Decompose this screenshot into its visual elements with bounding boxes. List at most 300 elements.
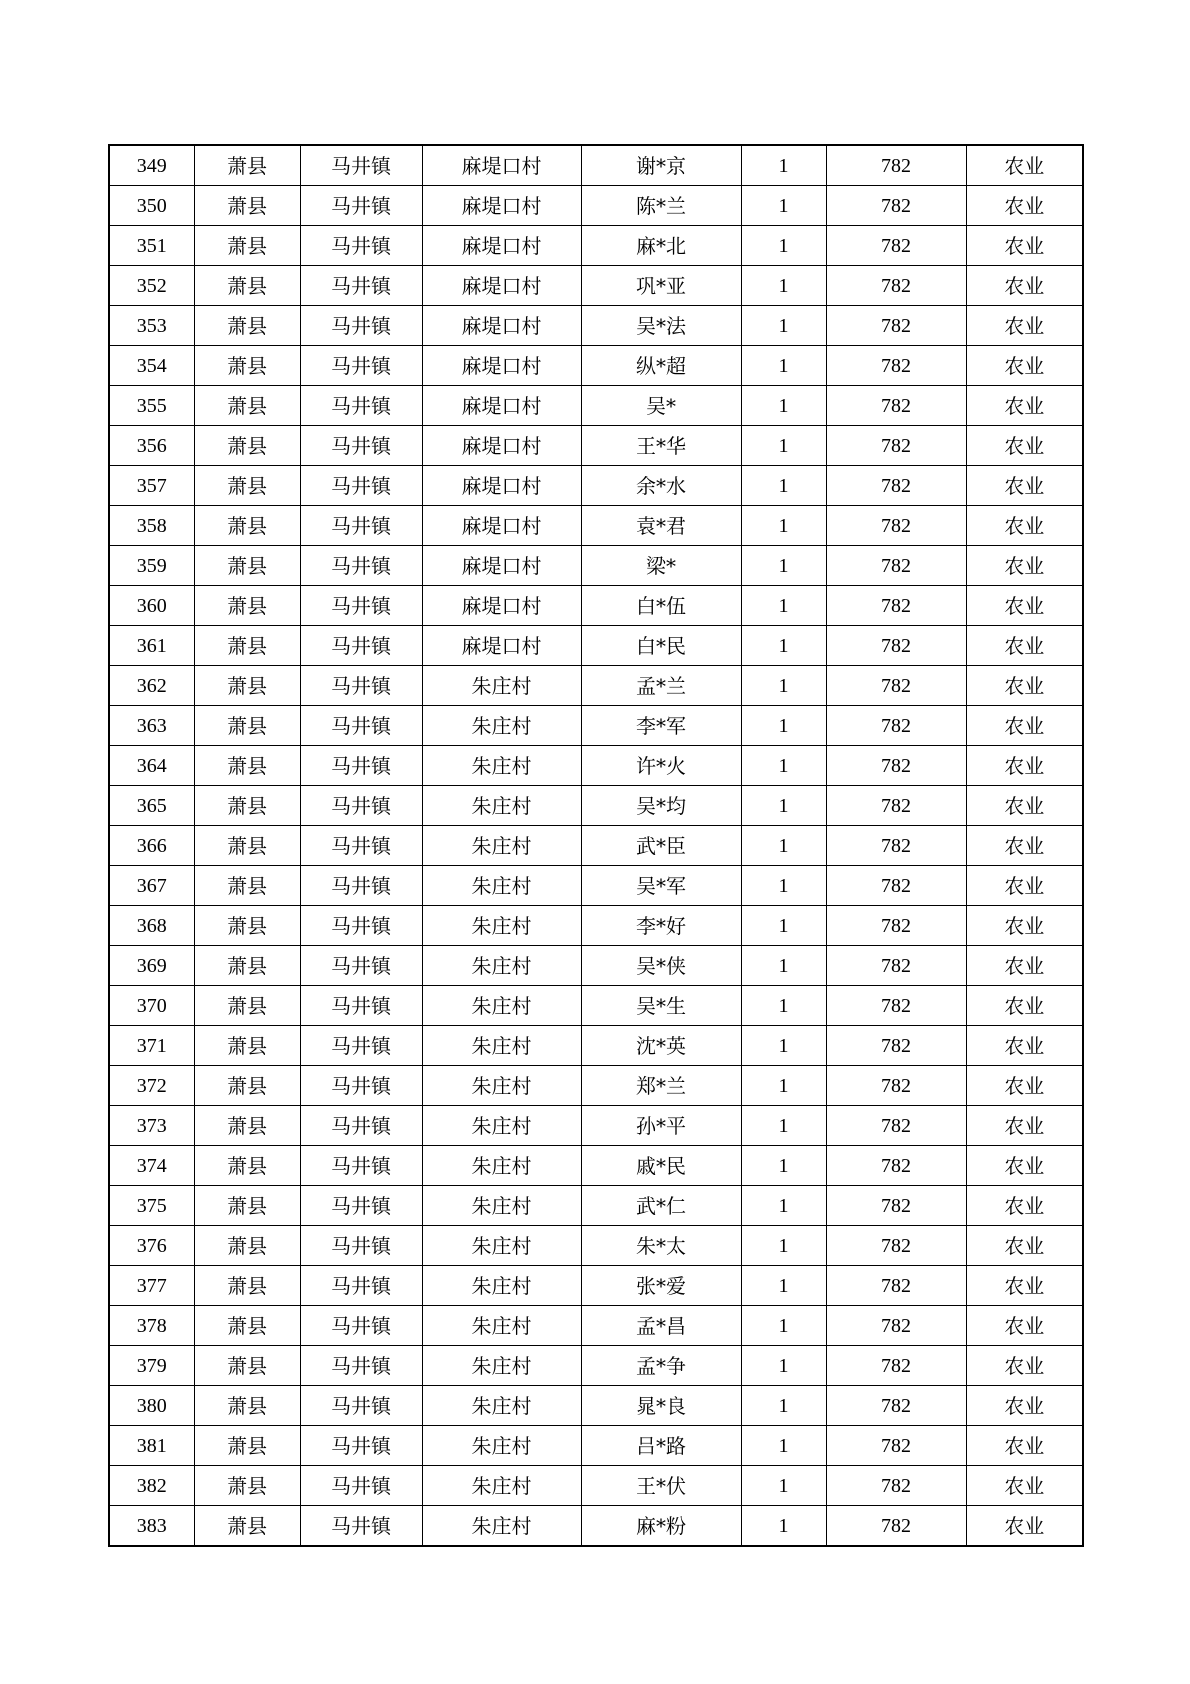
table-row — [109, 746, 1083, 786]
name-cell: 晁*良 — [581, 1386, 741, 1426]
name-cell: 纵*超 — [581, 346, 741, 386]
table-row — [109, 386, 1083, 426]
village-cell: 麻堤口村 — [422, 506, 581, 546]
county-cell: 萧县 — [194, 826, 300, 866]
serial-cell: 367 — [109, 866, 194, 906]
village-cell: 朱庄村 — [422, 1186, 581, 1226]
county-cell: 萧县 — [194, 786, 300, 826]
table-row — [109, 706, 1083, 746]
serial-cell: 352 — [109, 266, 194, 306]
county-cell: 萧县 — [194, 1386, 300, 1426]
amount-cell: 782 — [826, 1466, 966, 1506]
table-row — [109, 546, 1083, 586]
category-cell: 农业 — [966, 1346, 1083, 1386]
village-cell: 麻堤口村 — [422, 346, 581, 386]
name-cell: 郑*兰 — [581, 1066, 741, 1106]
village-cell: 麻堤口村 — [422, 546, 581, 586]
category-cell: 农业 — [966, 346, 1083, 386]
county-cell: 萧县 — [194, 586, 300, 626]
amount-cell: 782 — [826, 826, 966, 866]
count-cell: 1 — [741, 1506, 826, 1547]
category-cell: 农业 — [966, 226, 1083, 266]
village-cell: 朱庄村 — [422, 1226, 581, 1266]
village-cell: 朱庄村 — [422, 1466, 581, 1506]
table-row — [109, 266, 1083, 306]
serial-cell: 351 — [109, 226, 194, 266]
amount-cell: 782 — [826, 466, 966, 506]
village-cell: 朱庄村 — [422, 1346, 581, 1386]
category-cell: 农业 — [966, 306, 1083, 346]
table-row — [109, 1506, 1083, 1547]
name-cell: 余*水 — [581, 466, 741, 506]
serial-cell: 369 — [109, 946, 194, 986]
count-cell: 1 — [741, 506, 826, 546]
amount-cell: 782 — [826, 1426, 966, 1466]
county-cell: 萧县 — [194, 186, 300, 226]
serial-cell: 381 — [109, 1426, 194, 1466]
count-cell: 1 — [741, 1266, 826, 1306]
category-cell: 农业 — [966, 1386, 1083, 1426]
category-cell: 农业 — [966, 1146, 1083, 1186]
serial-cell: 350 — [109, 186, 194, 226]
count-cell: 1 — [741, 626, 826, 666]
name-cell: 李*军 — [581, 706, 741, 746]
category-cell: 农业 — [966, 906, 1083, 946]
count-cell: 1 — [741, 1146, 826, 1186]
amount-cell: 782 — [826, 426, 966, 466]
county-cell: 萧县 — [194, 1186, 300, 1226]
name-cell: 孟*争 — [581, 1346, 741, 1386]
table-row — [109, 1186, 1083, 1226]
serial-cell: 375 — [109, 1186, 194, 1226]
town-cell: 马井镇 — [300, 1346, 422, 1386]
name-cell: 孙*平 — [581, 1106, 741, 1146]
amount-cell: 782 — [826, 1106, 966, 1146]
category-cell: 农业 — [966, 1226, 1083, 1266]
village-cell: 朱庄村 — [422, 1266, 581, 1306]
count-cell: 1 — [741, 1106, 826, 1146]
village-cell: 麻堤口村 — [422, 586, 581, 626]
county-cell: 萧县 — [194, 266, 300, 306]
village-cell: 朱庄村 — [422, 866, 581, 906]
count-cell: 1 — [741, 426, 826, 466]
county-cell: 萧县 — [194, 626, 300, 666]
category-cell: 农业 — [966, 266, 1083, 306]
town-cell: 马井镇 — [300, 1146, 422, 1186]
amount-cell: 782 — [826, 306, 966, 346]
county-cell: 萧县 — [194, 1426, 300, 1466]
name-cell: 白*伍 — [581, 586, 741, 626]
town-cell: 马井镇 — [300, 1386, 422, 1426]
village-cell: 朱庄村 — [422, 706, 581, 746]
amount-cell: 782 — [826, 266, 966, 306]
name-cell: 梁* — [581, 546, 741, 586]
name-cell: 王*伏 — [581, 1466, 741, 1506]
table-row — [109, 1146, 1083, 1186]
table-row — [109, 466, 1083, 506]
name-cell: 谢*京 — [581, 145, 741, 186]
town-cell: 马井镇 — [300, 186, 422, 226]
village-cell: 朱庄村 — [422, 1306, 581, 1346]
village-cell: 朱庄村 — [422, 1506, 581, 1547]
village-cell: 朱庄村 — [422, 1386, 581, 1426]
count-cell: 1 — [741, 1426, 826, 1466]
county-cell: 萧县 — [194, 346, 300, 386]
name-cell: 吴*法 — [581, 306, 741, 346]
amount-cell: 782 — [826, 186, 966, 226]
serial-cell: 363 — [109, 706, 194, 746]
name-cell: 王*华 — [581, 426, 741, 466]
category-cell: 农业 — [966, 1066, 1083, 1106]
village-cell: 朱庄村 — [422, 906, 581, 946]
table-row — [109, 346, 1083, 386]
serial-cell: 360 — [109, 586, 194, 626]
name-cell: 吴*军 — [581, 866, 741, 906]
name-cell: 李*好 — [581, 906, 741, 946]
serial-cell: 361 — [109, 626, 194, 666]
category-cell: 农业 — [966, 1466, 1083, 1506]
serial-cell: 383 — [109, 1506, 194, 1547]
amount-cell: 782 — [826, 1226, 966, 1266]
amount-cell: 782 — [826, 786, 966, 826]
count-cell: 1 — [741, 266, 826, 306]
amount-cell: 782 — [826, 1266, 966, 1306]
count-cell: 1 — [741, 706, 826, 746]
serial-cell: 382 — [109, 1466, 194, 1506]
category-cell: 农业 — [966, 826, 1083, 866]
table-row — [109, 1066, 1083, 1106]
name-cell: 巩*亚 — [581, 266, 741, 306]
count-cell: 1 — [741, 1386, 826, 1426]
county-cell: 萧县 — [194, 746, 300, 786]
amount-cell: 782 — [826, 1186, 966, 1226]
category-cell: 农业 — [966, 186, 1083, 226]
town-cell: 马井镇 — [300, 826, 422, 866]
serial-cell: 364 — [109, 746, 194, 786]
serial-cell: 349 — [109, 145, 194, 186]
county-cell: 萧县 — [194, 1466, 300, 1506]
county-cell: 萧县 — [194, 306, 300, 346]
town-cell: 马井镇 — [300, 626, 422, 666]
category-cell: 农业 — [966, 1306, 1083, 1346]
name-cell: 袁*君 — [581, 506, 741, 546]
category-cell: 农业 — [966, 1026, 1083, 1066]
town-cell: 马井镇 — [300, 706, 422, 746]
amount-cell: 782 — [826, 1066, 966, 1106]
village-cell: 朱庄村 — [422, 1426, 581, 1466]
table-row — [109, 986, 1083, 1026]
name-cell: 吴* — [581, 386, 741, 426]
count-cell: 1 — [741, 826, 826, 866]
count-cell: 1 — [741, 386, 826, 426]
county-cell: 萧县 — [194, 1506, 300, 1547]
county-cell: 萧县 — [194, 906, 300, 946]
serial-cell: 379 — [109, 1346, 194, 1386]
count-cell: 1 — [741, 906, 826, 946]
county-cell: 萧县 — [194, 1026, 300, 1066]
town-cell: 马井镇 — [300, 466, 422, 506]
county-cell: 萧县 — [194, 986, 300, 1026]
count-cell: 1 — [741, 986, 826, 1026]
village-cell: 朱庄村 — [422, 1146, 581, 1186]
category-cell: 农业 — [966, 666, 1083, 706]
count-cell: 1 — [741, 1466, 826, 1506]
amount-cell: 782 — [826, 866, 966, 906]
amount-cell: 782 — [826, 706, 966, 746]
county-cell: 萧县 — [194, 1066, 300, 1106]
name-cell: 麻*粉 — [581, 1506, 741, 1547]
village-cell: 朱庄村 — [422, 946, 581, 986]
table-row — [109, 1266, 1083, 1306]
serial-cell: 366 — [109, 826, 194, 866]
amount-cell: 782 — [826, 1026, 966, 1066]
county-cell: 萧县 — [194, 1226, 300, 1266]
amount-cell: 782 — [826, 586, 966, 626]
count-cell: 1 — [741, 1346, 826, 1386]
village-cell: 麻堤口村 — [422, 306, 581, 346]
town-cell: 马井镇 — [300, 1266, 422, 1306]
table-row — [109, 1226, 1083, 1266]
name-cell: 吴*侠 — [581, 946, 741, 986]
name-cell: 麻*北 — [581, 226, 741, 266]
serial-cell: 359 — [109, 546, 194, 586]
town-cell: 马井镇 — [300, 145, 422, 186]
town-cell: 马井镇 — [300, 866, 422, 906]
table-row — [109, 306, 1083, 346]
count-cell: 1 — [741, 786, 826, 826]
county-cell: 萧县 — [194, 386, 300, 426]
county-cell: 萧县 — [194, 946, 300, 986]
serial-cell: 380 — [109, 1386, 194, 1426]
table-row — [109, 426, 1083, 466]
amount-cell: 782 — [826, 346, 966, 386]
table-row — [109, 1426, 1083, 1466]
serial-cell: 362 — [109, 666, 194, 706]
category-cell: 农业 — [966, 145, 1083, 186]
name-cell: 吴*均 — [581, 786, 741, 826]
town-cell: 马井镇 — [300, 906, 422, 946]
category-cell: 农业 — [966, 426, 1083, 466]
village-cell: 麻堤口村 — [422, 386, 581, 426]
village-cell: 朱庄村 — [422, 786, 581, 826]
category-cell: 农业 — [966, 506, 1083, 546]
category-cell: 农业 — [966, 866, 1083, 906]
name-cell: 戚*民 — [581, 1146, 741, 1186]
count-cell: 1 — [741, 145, 826, 186]
name-cell: 许*火 — [581, 746, 741, 786]
category-cell: 农业 — [966, 1506, 1083, 1547]
village-cell: 麻堤口村 — [422, 466, 581, 506]
serial-cell: 376 — [109, 1226, 194, 1266]
town-cell: 马井镇 — [300, 946, 422, 986]
count-cell: 1 — [741, 1066, 826, 1106]
serial-cell: 378 — [109, 1306, 194, 1346]
town-cell: 马井镇 — [300, 346, 422, 386]
town-cell: 马井镇 — [300, 1226, 422, 1266]
name-cell: 吕*路 — [581, 1426, 741, 1466]
amount-cell: 782 — [826, 1346, 966, 1386]
count-cell: 1 — [741, 586, 826, 626]
name-cell: 吴*生 — [581, 986, 741, 1026]
category-cell: 农业 — [966, 626, 1083, 666]
category-cell: 农业 — [966, 746, 1083, 786]
count-cell: 1 — [741, 1226, 826, 1266]
county-cell: 萧县 — [194, 145, 300, 186]
table-row — [109, 586, 1083, 626]
table-row — [109, 906, 1083, 946]
count-cell: 1 — [741, 1306, 826, 1346]
serial-cell: 355 — [109, 386, 194, 426]
town-cell: 马井镇 — [300, 306, 422, 346]
category-cell: 农业 — [966, 706, 1083, 746]
amount-cell: 782 — [826, 546, 966, 586]
village-cell: 朱庄村 — [422, 986, 581, 1026]
serial-cell: 365 — [109, 786, 194, 826]
table-row — [109, 866, 1083, 906]
count-cell: 1 — [741, 866, 826, 906]
serial-cell: 372 — [109, 1066, 194, 1106]
count-cell: 1 — [741, 546, 826, 586]
amount-cell: 782 — [826, 986, 966, 1026]
table-row — [109, 1466, 1083, 1506]
serial-cell: 357 — [109, 466, 194, 506]
table-row — [109, 186, 1083, 226]
village-cell: 朱庄村 — [422, 1026, 581, 1066]
serial-cell: 370 — [109, 986, 194, 1026]
amount-cell: 782 — [826, 226, 966, 266]
serial-cell: 377 — [109, 1266, 194, 1306]
table-row — [109, 145, 1083, 186]
town-cell: 马井镇 — [300, 586, 422, 626]
serial-cell: 358 — [109, 506, 194, 546]
amount-cell: 782 — [826, 1386, 966, 1426]
amount-cell: 782 — [826, 626, 966, 666]
document-page — [108, 144, 1082, 1547]
county-cell: 萧县 — [194, 706, 300, 746]
village-cell: 麻堤口村 — [422, 186, 581, 226]
name-cell: 孟*兰 — [581, 666, 741, 706]
town-cell: 马井镇 — [300, 506, 422, 546]
town-cell: 马井镇 — [300, 266, 422, 306]
serial-cell: 354 — [109, 346, 194, 386]
county-cell: 萧县 — [194, 866, 300, 906]
count-cell: 1 — [741, 226, 826, 266]
county-cell: 萧县 — [194, 506, 300, 546]
name-cell: 张*爱 — [581, 1266, 741, 1306]
village-cell: 麻堤口村 — [422, 626, 581, 666]
table-row — [109, 1306, 1083, 1346]
amount-cell: 782 — [826, 386, 966, 426]
count-cell: 1 — [741, 746, 826, 786]
county-cell: 萧县 — [194, 226, 300, 266]
county-cell: 萧县 — [194, 466, 300, 506]
town-cell: 马井镇 — [300, 546, 422, 586]
table-body — [109, 145, 1083, 1546]
category-cell: 农业 — [966, 586, 1083, 626]
name-cell: 武*臣 — [581, 826, 741, 866]
town-cell: 马井镇 — [300, 1466, 422, 1506]
table-row — [109, 946, 1083, 986]
village-cell: 麻堤口村 — [422, 226, 581, 266]
town-cell: 马井镇 — [300, 1026, 422, 1066]
town-cell: 马井镇 — [300, 666, 422, 706]
town-cell: 马井镇 — [300, 786, 422, 826]
table-row — [109, 626, 1083, 666]
serial-cell: 373 — [109, 1106, 194, 1146]
name-cell: 武*仁 — [581, 1186, 741, 1226]
category-cell: 农业 — [966, 1186, 1083, 1226]
table-row — [109, 1346, 1083, 1386]
serial-cell: 353 — [109, 306, 194, 346]
town-cell: 马井镇 — [300, 1106, 422, 1146]
table-row — [109, 826, 1083, 866]
town-cell: 马井镇 — [300, 1306, 422, 1346]
town-cell: 马井镇 — [300, 1426, 422, 1466]
category-cell: 农业 — [966, 466, 1083, 506]
village-cell: 朱庄村 — [422, 1106, 581, 1146]
county-cell: 萧县 — [194, 1346, 300, 1386]
village-cell: 麻堤口村 — [422, 426, 581, 466]
category-cell: 农业 — [966, 1106, 1083, 1146]
count-cell: 1 — [741, 1186, 826, 1226]
village-cell: 麻堤口村 — [422, 145, 581, 186]
town-cell: 马井镇 — [300, 746, 422, 786]
village-cell: 朱庄村 — [422, 666, 581, 706]
county-cell: 萧县 — [194, 1266, 300, 1306]
town-cell: 马井镇 — [300, 986, 422, 1026]
serial-cell: 356 — [109, 426, 194, 466]
category-cell: 农业 — [966, 786, 1083, 826]
county-cell: 萧县 — [194, 546, 300, 586]
amount-cell: 782 — [826, 145, 966, 186]
amount-cell: 782 — [826, 906, 966, 946]
village-cell: 麻堤口村 — [422, 266, 581, 306]
town-cell: 马井镇 — [300, 1506, 422, 1547]
count-cell: 1 — [741, 946, 826, 986]
category-cell: 农业 — [966, 946, 1083, 986]
amount-cell: 782 — [826, 946, 966, 986]
village-cell: 朱庄村 — [422, 826, 581, 866]
county-cell: 萧县 — [194, 1146, 300, 1186]
county-cell: 萧县 — [194, 426, 300, 466]
category-cell: 农业 — [966, 1426, 1083, 1466]
count-cell: 1 — [741, 306, 826, 346]
amount-cell: 782 — [826, 666, 966, 706]
town-cell: 马井镇 — [300, 226, 422, 266]
count-cell: 1 — [741, 666, 826, 706]
town-cell: 马井镇 — [300, 386, 422, 426]
category-cell: 农业 — [966, 986, 1083, 1026]
town-cell: 马井镇 — [300, 1066, 422, 1106]
name-cell: 陈*兰 — [581, 186, 741, 226]
table-row — [109, 506, 1083, 546]
count-cell: 1 — [741, 1026, 826, 1066]
amount-cell: 782 — [826, 1506, 966, 1547]
town-cell: 马井镇 — [300, 1186, 422, 1226]
category-cell: 农业 — [966, 1266, 1083, 1306]
county-cell: 萧县 — [194, 1306, 300, 1346]
table-row — [109, 1386, 1083, 1426]
amount-cell: 782 — [826, 746, 966, 786]
serial-cell: 374 — [109, 1146, 194, 1186]
table-row — [109, 1106, 1083, 1146]
name-cell: 白*民 — [581, 626, 741, 666]
data-table — [108, 144, 1084, 1547]
serial-cell: 368 — [109, 906, 194, 946]
amount-cell: 782 — [826, 506, 966, 546]
name-cell: 沈*英 — [581, 1026, 741, 1066]
table-row — [109, 1026, 1083, 1066]
